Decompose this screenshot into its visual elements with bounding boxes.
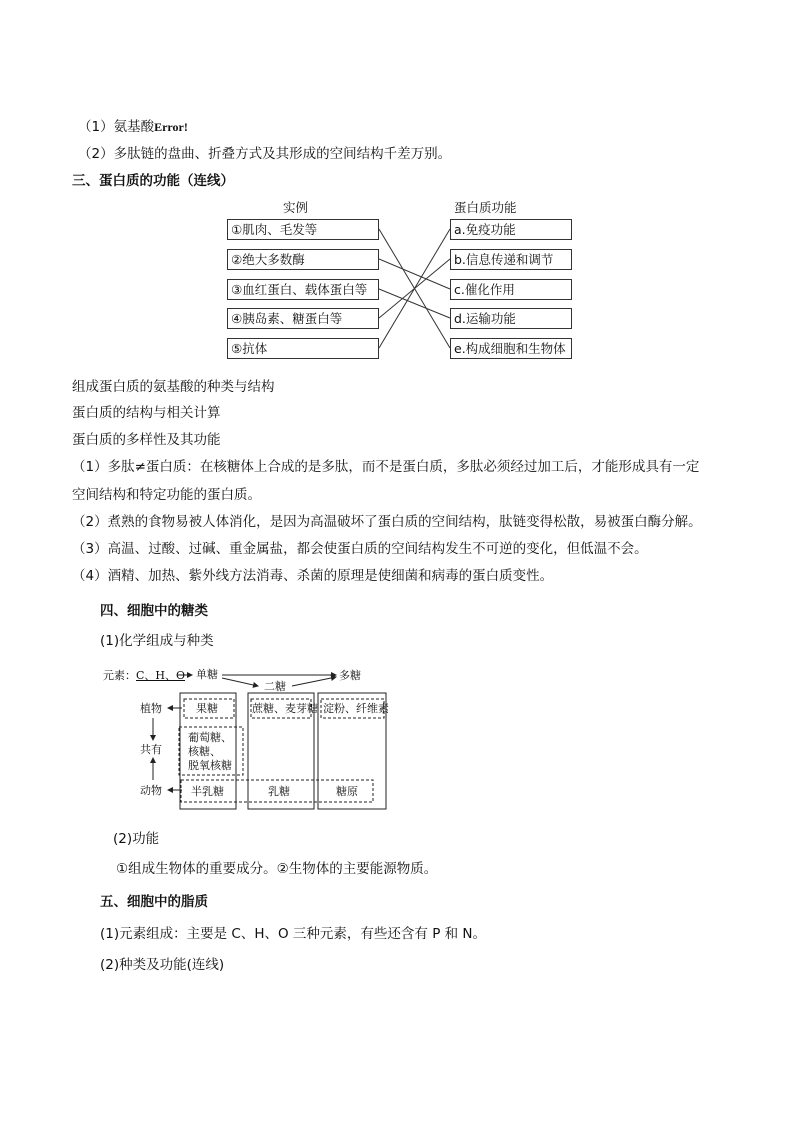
ribose-label: 核糖、 [188, 745, 221, 758]
function-box-a: a.免疫功能 [450, 219, 572, 240]
example-box-4: ④胰岛素、糖蛋白等 [227, 308, 379, 329]
function-box-c: c.催化作用 [450, 279, 572, 300]
lactose-label: 乳糖 [268, 785, 290, 798]
fructose-label: 果糖 [196, 702, 218, 715]
function-box-b: b.信息传递和调节 [450, 249, 572, 270]
example-box-5: ⑤抗体 [227, 338, 379, 359]
deoxyribose-label: 脱氧核糖 [188, 759, 232, 772]
function-box-e: e.构成细胞和生物体 [450, 338, 572, 359]
right-column-header: 蛋白质功能 [454, 200, 517, 215]
note-4: （4）酒精、加热、紫外线方法消毒、杀菌的原理是使细菌和病毒的蛋白质变性。 [72, 568, 554, 584]
error-text: Error! [154, 120, 188, 134]
subheading-function: (2)功能 [113, 831, 160, 847]
monosaccharide-label: 单糖 [196, 668, 218, 681]
example-box-2: ②绝大多数酶 [227, 249, 379, 270]
glycogen-label: 糖原 [336, 785, 358, 798]
example-box-1: ①肌肉、毛发等 [227, 219, 379, 240]
left-column-header: 实例 [283, 200, 309, 215]
animal-label: 动物 [140, 784, 162, 797]
amino-acid-text: （1）氨基酸 [78, 119, 155, 135]
polysaccharide-label: 多糖 [339, 669, 361, 682]
subheading-composition: (1)化学组成与种类 [100, 633, 214, 649]
function-box-d: d.运输功能 [450, 308, 572, 329]
sucrose-maltose-label: 蔗糖、麦芽糖 [252, 702, 318, 715]
note-1a: （1）多肽≠蛋白质：在核糖体上合成的是多肽，而不是蛋白质，多肽必须经过加工后，才能形成具有一定 [72, 459, 700, 475]
note-3: （3）高温、过酸、过碱、重金属盐，都会使蛋白质的空间结构发生不可逆的变化，但低温不会。 [72, 541, 648, 557]
topic-line-3: 蛋白质的多样性及其功能 [72, 432, 221, 448]
disaccharide-label: 二糖 [264, 680, 286, 693]
starch-cellulose-label: 淀粉、纤维素 [323, 702, 389, 715]
connection-line [379, 259, 450, 318]
polypeptide-line: （2）多肽链的盘曲、折叠方式及其形成的空间结构千差万别。 [78, 146, 452, 162]
connection-line [379, 229, 450, 348]
note-2: （2）煮熟的食物易被人体消化，是因为高温破坏了蛋白质的空间结构，肽链变得松散，易被蛋白酶分解。 [72, 514, 702, 530]
section-4-heading: 四、细胞中的糖类 [100, 603, 208, 619]
glucose-label: 葡萄糖、 [188, 731, 232, 744]
sugar-function-text: ①组成生物体的重要成分。②生物体的主要能源物质。 [116, 861, 438, 877]
connection-line [379, 229, 450, 348]
lipid-elements-line: (1)元素组成：主要是 C、H、O 三种元素，有些还含有 P 和 N。 [100, 926, 487, 942]
note-1b: 空间结构和特定功能的蛋白质。 [72, 487, 261, 503]
common-label: 共有 [140, 743, 162, 756]
elements-prefix: 元素： [103, 669, 136, 682]
example-box-3: ③血红蛋白、载体蛋白等 [227, 279, 379, 300]
plant-label: 植物 [140, 702, 162, 715]
connection-line [379, 289, 450, 318]
galactose-label: 半乳糖 [191, 785, 224, 798]
lipid-types-line: (2)种类及功能(连线) [100, 957, 225, 973]
elements-value: C、H、O [136, 669, 186, 682]
amino-acid-line [78, 118, 188, 136]
section-3-heading: 三、蛋白质的功能（连线） [72, 173, 234, 189]
topic-line-2: 蛋白质的结构与相关计算 [72, 405, 221, 421]
section-5-heading: 五、细胞中的脂质 [100, 894, 208, 910]
connection-line [379, 259, 450, 289]
topic-line-1: 组成蛋白质的氨基酸的种类与结构 [72, 379, 275, 395]
elements-label [103, 669, 185, 682]
protein-connection-lines [0, 0, 794, 380]
